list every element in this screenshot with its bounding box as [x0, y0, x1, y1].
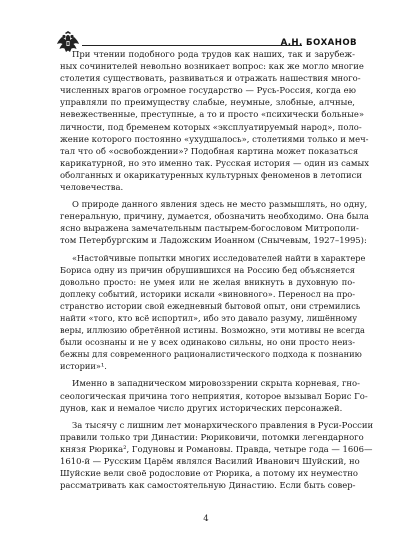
text-line: Именно в западническом мировоззрении скрыта корневая, гно-	[72, 378, 360, 389]
text-line: личности, под бременем которых «эксплуатируемый народ», поло-	[60, 121, 362, 132]
text-line: были осознаны и не у всех одинаково сильны, но они просто неиз-	[60, 337, 355, 348]
text-line: карикатурной, но это именно так. Русская история — один из самых	[60, 157, 369, 168]
text-line: том Петербургским и Ладожским Иоанном (Снычевым, 1927–1995):	[60, 235, 367, 246]
text-line: Бориса одну из причин обрушившихся на Россию бед объясняется	[60, 264, 355, 275]
text-line: князя Рюрика², Годуновы и Романовы. Правда, четыре года — 1606—	[60, 443, 373, 454]
text-line: веры, иллюзию обретённой истины. Возможно, эти мотивы не всегда	[60, 325, 365, 336]
paragraph	[60, 198, 369, 246]
text-line: довольно просто: не умея или не желая вникнуть в духовную по-	[60, 276, 355, 287]
text-line: 1610-й — Русским Царём являлся Василий Иванович Шуйский, но	[60, 456, 360, 466]
text-line: доплеку событий, историки искали «виновного». Переносл на про-	[60, 288, 355, 299]
body-text	[60, 48, 374, 491]
text-line: управляли по преимуществу слабые, неумные, злобные, алчные,	[60, 97, 355, 108]
text-line: оболганных и окарикатуренных культурных феноменов в летописи	[60, 169, 363, 180]
text-line: тал что об «освобождении»? Подобная картина может показаться	[60, 145, 359, 156]
text-line: рассматривать как самостоятельную Династию. Если быть совер-	[60, 480, 356, 491]
text-line: «Настойчивые попытки многих исследователей найти в характере	[72, 252, 366, 263]
text-line: жение которого постоянно «ухудшалось», столетиями только и меч-	[60, 133, 369, 144]
header-rule	[82, 45, 302, 46]
quote-paragraph	[60, 252, 366, 373]
text-line: ных сочинителей невольно возникает вопрос: как же могло многие	[60, 61, 364, 72]
text-line: сеологическая причина того неприятия, которое вызывал Борис Го-	[60, 390, 368, 401]
text-line: При чтении подобного рода трудов как наших, так и зарубеж-	[72, 49, 355, 59]
running-header-author: А.Н. БОХАНОВ	[280, 38, 357, 48]
page-number: 4	[203, 514, 209, 524]
running-header	[0, 14, 412, 48]
paragraph	[60, 377, 368, 413]
text-line: О природе данного явления здесь не место размышлять, но одну,	[72, 199, 368, 210]
text-line: правили только три Династии: Рюриковичи, потомки легендарного	[60, 431, 364, 442]
paragraph	[60, 48, 369, 193]
text-line: истории»¹.	[60, 361, 107, 372]
text-line: человечества.	[60, 182, 124, 193]
text-line: столетия существовать, развиваться и отражать нашествия много-	[60, 73, 361, 84]
text-line: Шуйские вели своё родословие от Рюрика, а потому их неуместно	[60, 468, 358, 479]
text-line: генеральную, причину, думается, обозначить необходимо. Она была	[60, 211, 369, 222]
text-line: дунов, как и немалое число других исторических персонажей.	[60, 402, 343, 413]
text-line: невежественные, преступные, а то и просто «психически больные»	[60, 109, 364, 120]
text-line: численных врагов огромное государство — Русь-Россия, когда ею	[60, 85, 356, 96]
text-line: найти «того, кто всё испортил», ибо это давало разуму, лишённому	[60, 312, 358, 323]
text-line: странство истории свой ежедневный бытовой опыт, они стремились	[60, 300, 361, 311]
text-line: бежны для современного рационалистического подхода к познанию	[60, 349, 362, 360]
text-line: ясно выражена замечательным пастырем-богословом Митрополи-	[60, 223, 359, 234]
text-line: За тысячу с лишним лет монархического правления в Руси-России	[72, 419, 374, 430]
paragraph	[60, 419, 374, 492]
